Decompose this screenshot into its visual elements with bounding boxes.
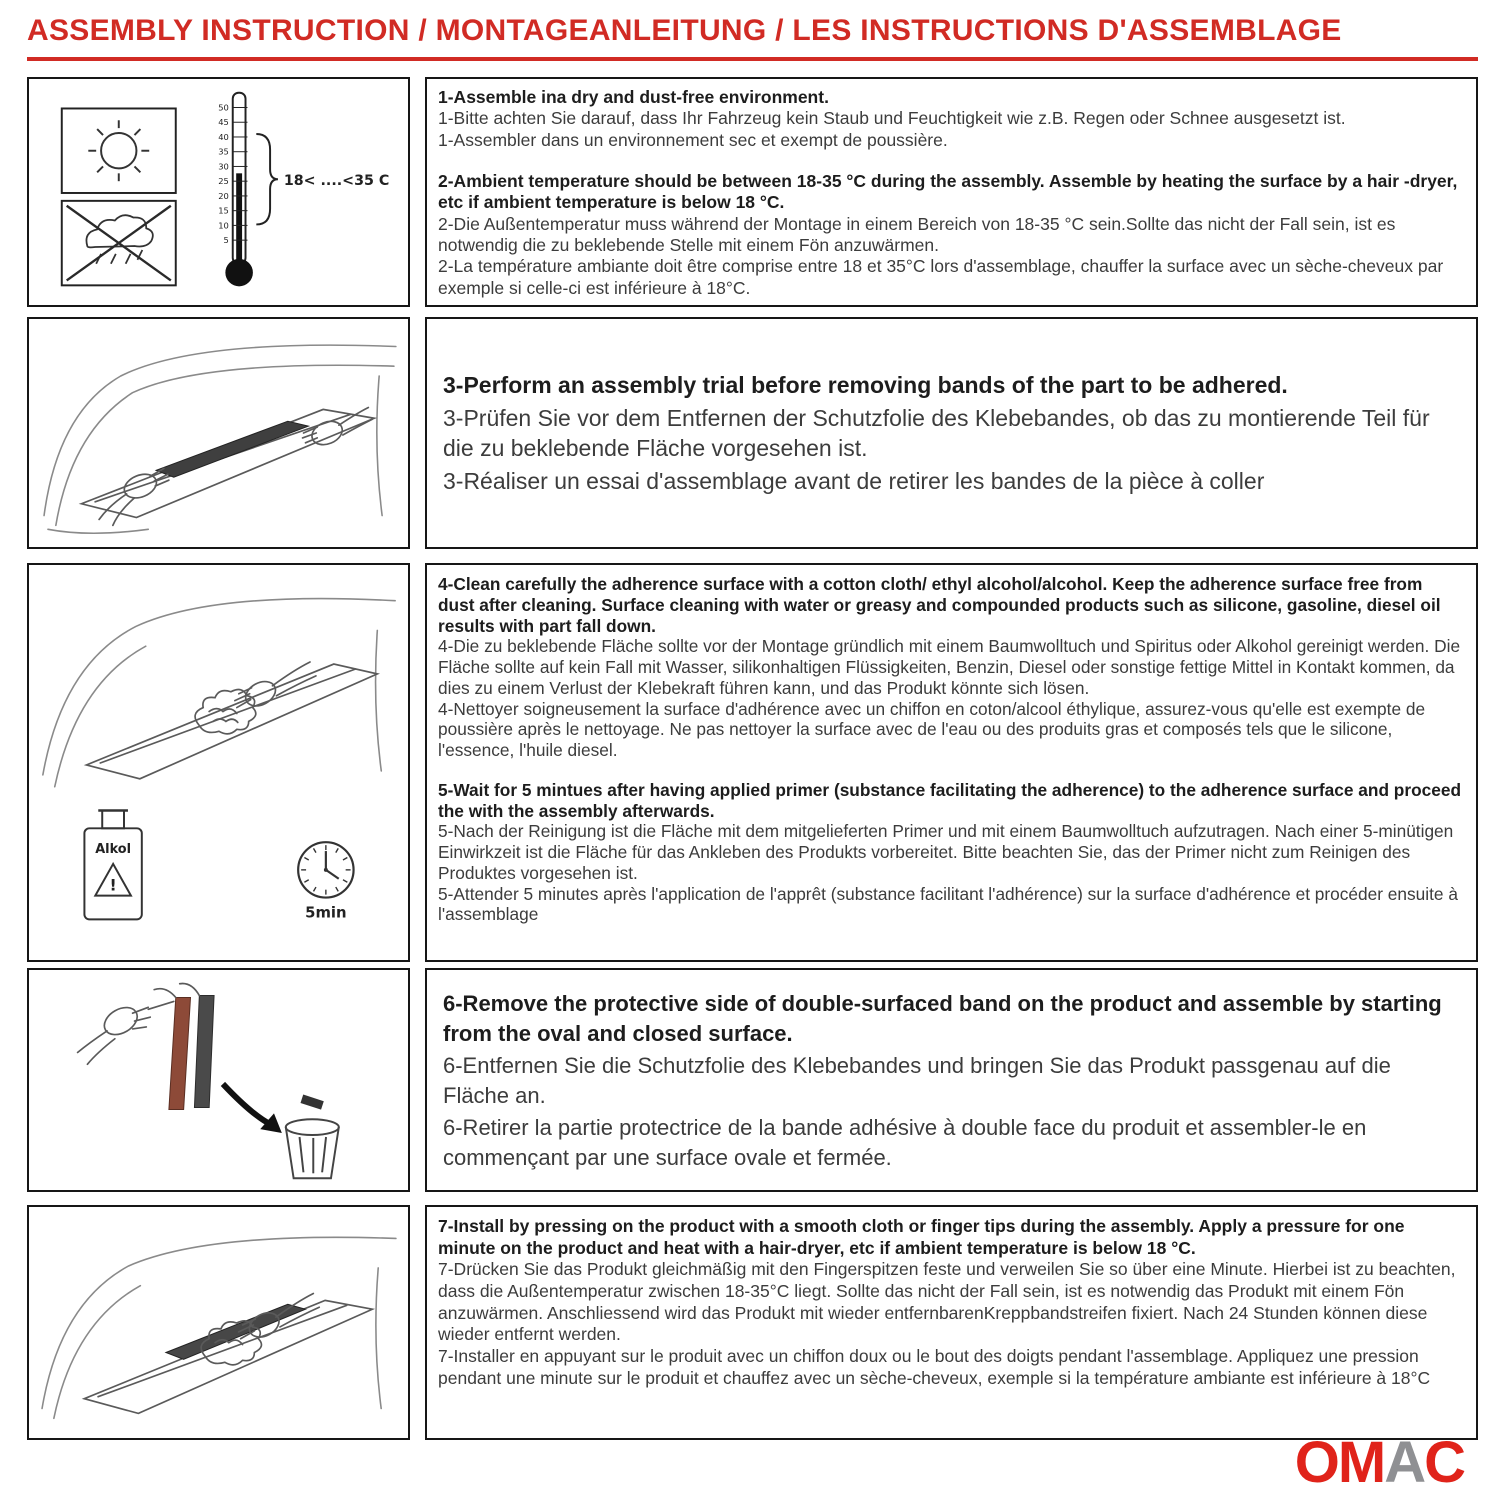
clock-duration-label: 5min xyxy=(305,904,347,922)
instruction-fr: 2-La température ambiante doit être comprise entre 18 et 35°C lors d'assemblage, chauffer la surface avec un sèche-cheveux par exemple si celle-ci est inférieure à 18°C. xyxy=(438,256,1444,298)
instruction-de: 2-Die Außentemperatur muss während der Montage in einem Bereich von 18-35 °C sein.Sollte das nicht der Fall sein, ist es notwendig die zu beklebende Stelle mit einem Fön anzuwärmen. xyxy=(438,213,1396,256)
instruction-fr: 1-Assembler dans un environnement sec et exempt de poussière. xyxy=(438,129,948,150)
omac-logo xyxy=(1294,1430,1464,1495)
thermo-tick: 35 xyxy=(218,146,229,157)
temperature-range-label: 18< ....<35 C xyxy=(283,173,390,190)
section-remove-band xyxy=(27,968,1478,1192)
thermo-tick: 25 xyxy=(218,176,229,187)
door-sill-sketch xyxy=(84,1300,372,1413)
pressing-illustration xyxy=(29,1207,408,1438)
instruction-de: 5-Nach der Reinigung ist die Fläche mit dem mitgelieferten Primer und mit einem Baumwolltuch aufzutragen. Nach einer 5-minütigen Einwirkzeit ist die Fläche für das Ankleben des Produkts vorbereitet. Bitte beachten Sie, das der Primer nicht zum Reinigen des Produktes vorgesehen ist. xyxy=(438,821,1454,883)
band-removal-illustration xyxy=(29,970,408,1190)
thermometer-icon xyxy=(218,93,389,287)
thermo-tick: 45 xyxy=(218,117,229,128)
instruction-en: 3-Perform an assembly trial before removing bands of the part to be adhered. xyxy=(443,372,1288,399)
text-box-band xyxy=(425,968,1478,1192)
car-door-sketch xyxy=(42,1237,396,1418)
section-environment xyxy=(27,77,1478,307)
cleaning-illustration xyxy=(29,565,408,960)
instruction-en: 4-Clean carefully the adherence surface with a cotton cloth/ ethyl alcohol/alcohol. Keep the adherence surface free from dust after cleaning. Surface cleaning with water or greasy and compounded products such as silicone, gasoline, diesel oil results with part fall down. xyxy=(438,574,1441,636)
instruction-de: 1-Bitte achten Sie darauf, dass Ihr Fahrzeug kein Staub und Feuchtigkeit wie z.B. Regen oder Schnee ausgesetzt ist. xyxy=(438,108,1346,129)
instruction-en: 2-Ambient temperature should be between 18-35 °C during the assembly. Assemble by heating the surface by a hair -dryer, etc if ambient temperature is below 18 °C. xyxy=(438,171,1458,213)
adhesive-band-red xyxy=(169,998,191,1110)
thermo-tick: 20 xyxy=(218,190,229,201)
instruction-de: 3-Prüfen Sie vor dem Entfernen der Schutzfolie des Klebebandes, ob das zu montierende Teil für die zu beklebende Fläche vorgesehen ist. xyxy=(443,405,1430,461)
warning-exclamation: ! xyxy=(109,875,117,895)
instruction-en: 1-Assemble ina dry and dust-free environment. xyxy=(438,87,829,107)
spacer xyxy=(438,151,1462,171)
alcohol-bottle-icon xyxy=(84,810,141,919)
cleaning-cloth-icon xyxy=(195,690,256,734)
instruction-en: 6-Remove the protective side of double-surfaced band on the product and assemble by starting from the oval and closed surface. xyxy=(443,991,1442,1047)
hand-icon xyxy=(235,662,316,711)
trash-can-icon xyxy=(286,1095,339,1179)
text-box-press xyxy=(425,1205,1478,1440)
clock-icon xyxy=(298,842,353,921)
trim-strip xyxy=(166,1304,306,1359)
logo-letter-a: A xyxy=(1384,1430,1425,1495)
title-underline xyxy=(27,57,1478,61)
illustration-box-trial xyxy=(27,317,410,549)
text-box-trial xyxy=(425,317,1478,549)
door-sill-sketch xyxy=(81,409,374,517)
thermo-tick: 15 xyxy=(218,205,229,216)
section-install-press xyxy=(27,1205,1478,1440)
door-sill-trial-illustration xyxy=(29,319,408,547)
instruction-de: 7-Drücken Sie das Produkt gleichmäßig mit den Fingerspitzen feste und verweilen Sie so über eine Minute. Hierbei ist zu beachten, dass die Außentemperatur zwischen 18-35°C liegt. Sollte das nicht der Fall sein, ist es notwendig das Produkt mit einem Fön anzuwärmen. Anschliessend wird das Produkt mit wieder entfernbarenKreppbandstreifen fixiert. Nach 24 Stunden können diese wieder entfernt werden. xyxy=(438,1259,1456,1345)
instruction-fr: 7-Installer en appuyant sur le produit avec un chiffon doux ou le bout des doigts pendant l'assemblage. Appliquez une pression pendant une minute sur le produit et chauffez avec un sèche-cheveux, exemple si la température ambiante est inférieure à 18°C xyxy=(438,1346,1431,1388)
instruction-fr: 5-Attender 5 minutes après l'application de l'apprêt (substance facilitant l'adhérence) sur la surface d'adhérence et procéder ensuite à l'assemblage xyxy=(438,883,1458,925)
thermo-tick: 30 xyxy=(218,161,229,172)
no-rain-icon xyxy=(62,201,176,286)
illustration-box-environment xyxy=(27,77,410,307)
section-assembly-trial xyxy=(27,317,1478,549)
adhesive-band-dark xyxy=(194,996,214,1108)
thermo-tick: 50 xyxy=(218,102,229,113)
door-sill-sketch xyxy=(86,664,377,779)
instruction-fr: 6-Retirer la partie protectrice de la bande adhésive à double face du produit et assembler-le en commençant par une surface ovale et fermée. xyxy=(443,1114,1367,1170)
hand-icon xyxy=(78,1001,174,1064)
car-door-sketch xyxy=(44,345,396,533)
illustration-box-band xyxy=(27,968,410,1192)
bottle-label: Alkol xyxy=(95,842,132,858)
text-box-environment xyxy=(425,77,1478,307)
instruction-en: 7-Install by pressing on the product with a smooth cloth or finger tips during the assembly. Apply a pressure for one minute on the product and heat with a hair-dryer, etc if ambient temperature is below 18 °C. xyxy=(438,1216,1405,1258)
thermo-tick: 40 xyxy=(218,131,229,142)
trim-strip xyxy=(156,421,308,477)
illustration-box-cleaning xyxy=(27,563,410,962)
instruction-en: 5-Wait for 5 mintues after having applied primer (substance facilitating the adherence) to the adherence surface and proceed the with the assembly afterwards. xyxy=(438,779,1462,821)
sun-icon xyxy=(62,108,176,193)
temperature-illustration xyxy=(29,79,408,305)
spacer xyxy=(438,761,1462,780)
section-cleaning xyxy=(27,563,1478,962)
peeled-film xyxy=(180,984,200,996)
arrow-to-trash-icon xyxy=(223,1084,282,1133)
range-bracket xyxy=(256,134,278,224)
hand-icon xyxy=(239,1294,320,1342)
instruction-de: 4-Die zu beklebende Fläche sollte vor der Montage gründlich mit einem Baumwolltuch und Spiritus oder Alkohol gereinigt werden. Die Fläche sollte auf kein Fall mit Wasser, silikonhaltigen Flüssigkeiten, Benzin, Diesel oder sonstige fettige Mittel in Kontakt kommen, da dies zu einem Verlust der Klebekraft führen kann, und das Produkt könnte sich lösen. xyxy=(438,636,1461,698)
instruction-de: 6-Entfernen Sie die Schutzfolie des Klebebandes und bringen Sie das Produkt passgenau auf die Fläche an. xyxy=(443,1053,1391,1108)
instruction-fr: 4-Nettoyer soigneusement la surface d'adhérence avec un chiffon en coton/alcool éthylique, assurez-vous qu'elle est exempte de poussière après le nettoyage. Ne pas nettoyer la surface avec de l'eau ou des produits gras et composés tels que le silicone, l'essence, l'huile diesel. xyxy=(438,698,1426,760)
thermo-tick: 10 xyxy=(218,220,229,231)
thermo-tick: 5 xyxy=(223,235,229,246)
logo-letters-om: OM xyxy=(1294,1430,1385,1495)
text-box-cleaning xyxy=(425,563,1478,962)
logo-letter-c: C xyxy=(1424,1430,1464,1495)
peeled-film xyxy=(154,989,176,998)
instruction-fr: 3-Réaliser un essai d'assemblage avant de retirer les bandes de la pièce à coller xyxy=(443,467,1265,494)
page-title: ASSEMBLY INSTRUCTION / MONTAGEANLEITUNG / LES INSTRUCTIONS D'ASSEMBLAGE xyxy=(27,14,1342,47)
illustration-box-press xyxy=(27,1205,410,1440)
